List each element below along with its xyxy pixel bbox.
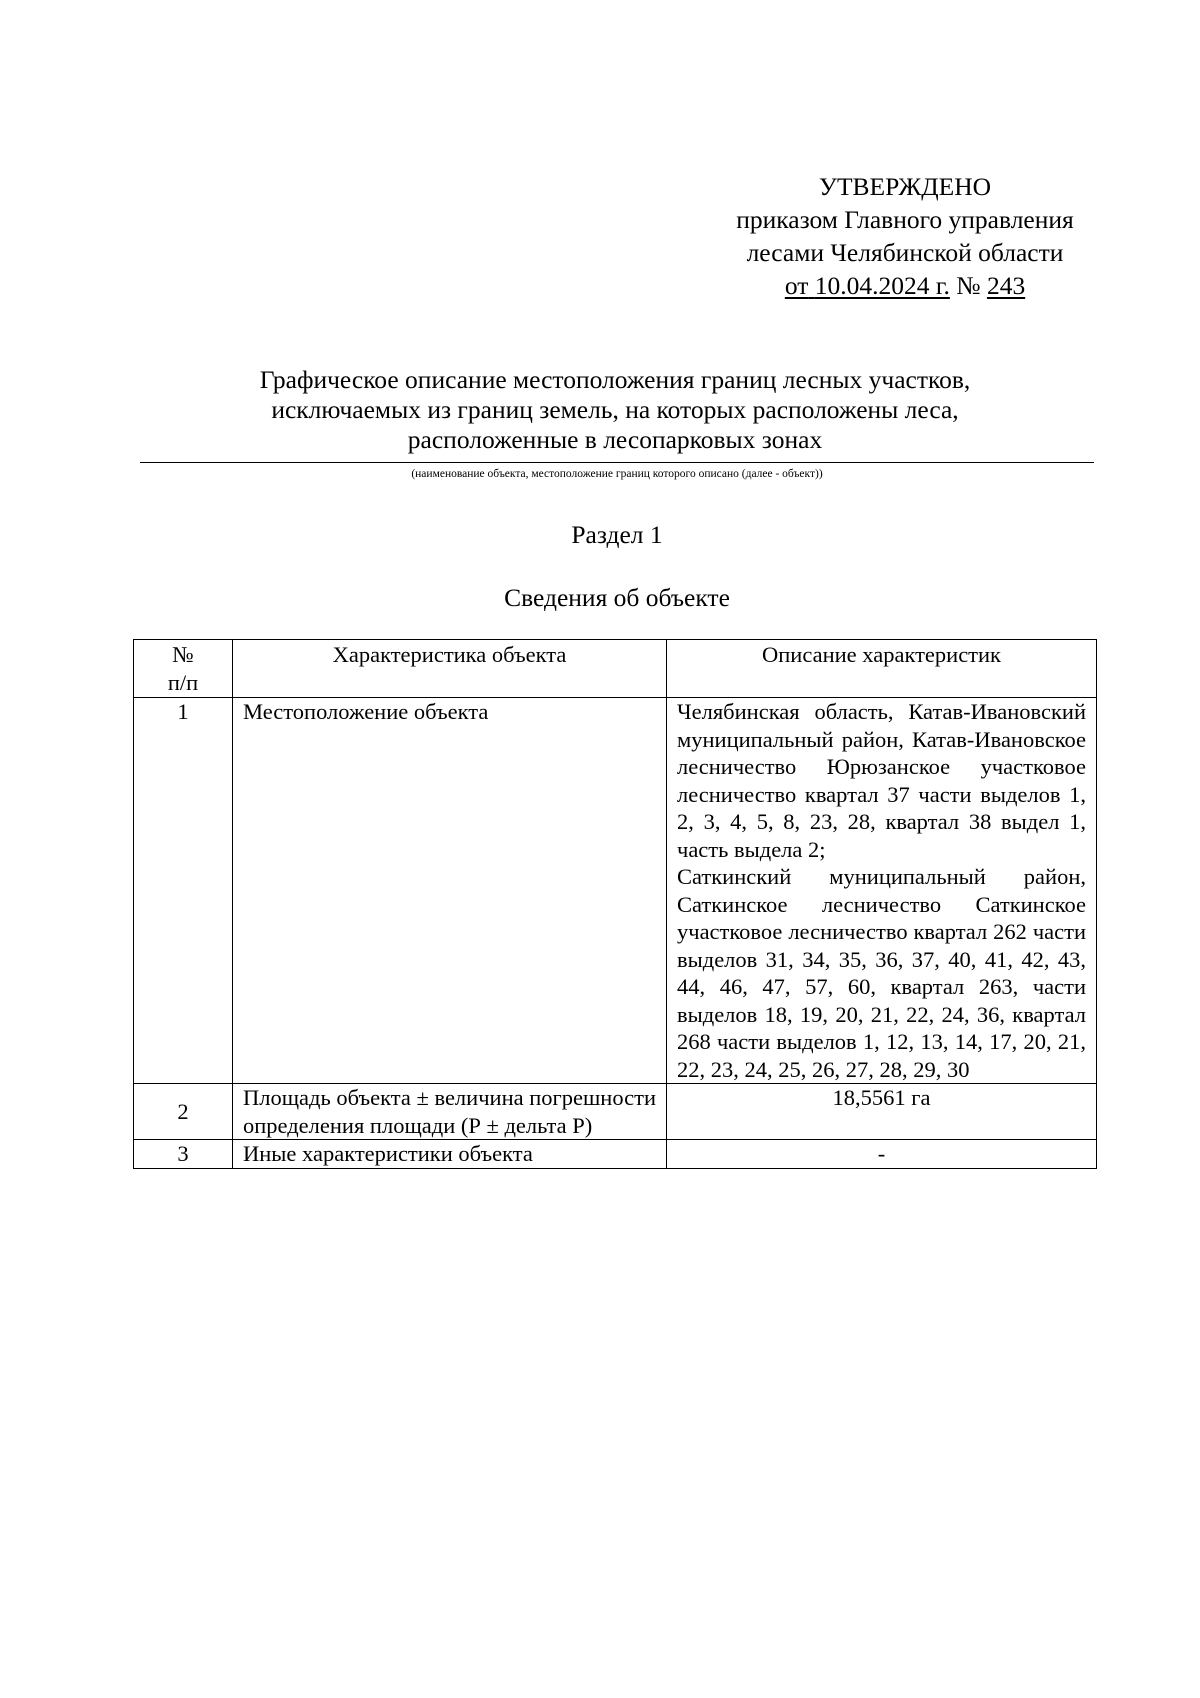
header-number: № п/п	[134, 640, 233, 698]
header-description: Описание характеристик	[667, 640, 1097, 698]
title-line-1: Графическое описание местоположения границ лесных участков,	[259, 365, 971, 394]
header-characteristic: Характеристика объекта	[233, 640, 667, 698]
approval-block	[690, 170, 1120, 302]
title-line-3: расположенные в лесопарковых зонах	[407, 425, 823, 454]
description-part-1: Челябинская область, Катав-Ивановский муниципальный район, Катав-Ивановское лесничество Юрюзанское участковое лесничество квартал 37 части выделов 1, 2, 3, 4, 5, 8, 23, 28, квартал 38 выдел 1, часть выдела 2;	[677, 699, 1086, 862]
approval-number: 243	[986, 271, 1026, 300]
title-line-2: исключаемых из границ земель, на которых расположены леса,	[271, 395, 959, 424]
table-row	[134, 1140, 1097, 1169]
table-row	[134, 698, 1097, 1084]
row-characteristic: Иные характеристики объекта	[233, 1140, 667, 1169]
table-row	[134, 1084, 1097, 1140]
title-caption: (наименование объекта, местоположение границ которого описано (далее - объект))	[411, 468, 823, 480]
approval-date-prefix: от	[784, 271, 809, 300]
row-description	[667, 698, 1097, 1084]
description-part-2: Саткинский муниципальный район, Саткинское лесничество Саткинское участковое лесничество квартал 262 части выделов 31, 34, 35, 36, 37, 40, 41, 42, 43, 44, 46, 47, 57, 60, квартал 263, части выделов 18, 19, 20, 21, 22, 24, 36, квартал 268 части выделов 1, 12, 13, 14, 17, 20, 21, 22, 23, 24, 25, 26, 27, 28, 29, 30	[677, 864, 1086, 1082]
section-subheading: Сведения об объекте	[504, 583, 730, 612]
row-description: 18,5561 га	[667, 1084, 1097, 1140]
approval-heading: УТВЕРЖДЕНО	[818, 172, 992, 201]
row-number: 1	[134, 698, 233, 1084]
row-characteristic: Площадь объекта ± величина погрешности определения площади (Р ± дельта Р)	[233, 1084, 667, 1140]
row-number: 2	[134, 1084, 233, 1140]
approval-date-line	[690, 269, 1120, 302]
row-characteristic: Местоположение объекта	[233, 698, 667, 1084]
section-heading: Раздел 1	[571, 520, 663, 549]
approval-number-prefix: №	[956, 271, 981, 300]
document-title	[140, 365, 1090, 455]
approval-line-2: лесами Челябинской области	[746, 238, 1064, 267]
approval-date: 10.04.2024 г.	[814, 271, 950, 300]
row-number: 3	[134, 1140, 233, 1169]
object-info-table	[133, 639, 1097, 1169]
approval-line-1: приказом Главного управления	[736, 205, 1074, 234]
row-description: -	[667, 1140, 1097, 1169]
table-header-row	[134, 640, 1097, 698]
title-underline	[140, 462, 1094, 463]
